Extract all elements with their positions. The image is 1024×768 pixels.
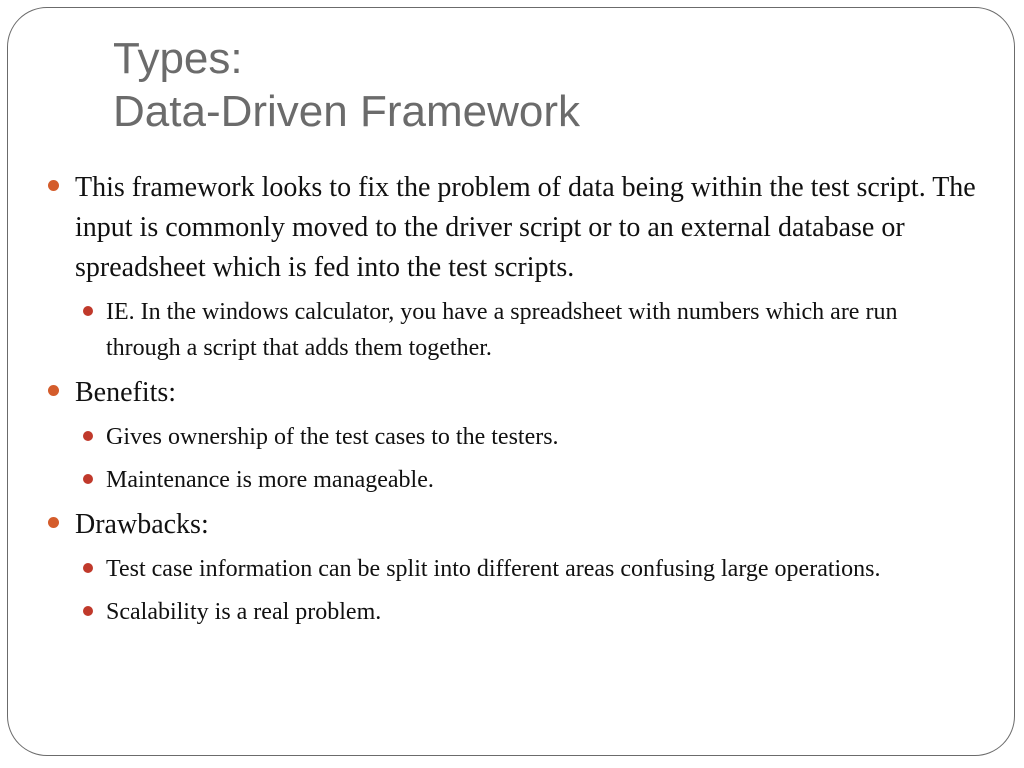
- bullet-benefit-1: Gives ownership of the test cases to the testers.: [78, 419, 976, 455]
- bullet-intro: This framework looks to fix the problem of data being within the test script. The input is commonly moved to the driver script or to an external database or spreadsheet which is fed into the test scripts.: [46, 168, 976, 288]
- bullet-benefits: Benefits:: [46, 373, 976, 413]
- bullet-drawback-1: Test case information can be split into different areas confusing large operations.: [78, 551, 976, 587]
- bullet-drawbacks: Drawbacks:: [46, 505, 976, 545]
- bullet-drawback-2: Scalability is a real problem.: [78, 594, 976, 630]
- title-line-1: Types:: [113, 34, 243, 83]
- slide-title: [113, 32, 580, 138]
- bullet-intro-example: IE. In the windows calculator, you have a spreadsheet with numbers which are run through a script that adds them together.: [78, 294, 976, 366]
- title-line-2: Data-Driven Framework: [113, 87, 580, 136]
- bullet-benefit-2: Maintenance is more manageable.: [78, 462, 976, 498]
- slide-body: [46, 168, 976, 637]
